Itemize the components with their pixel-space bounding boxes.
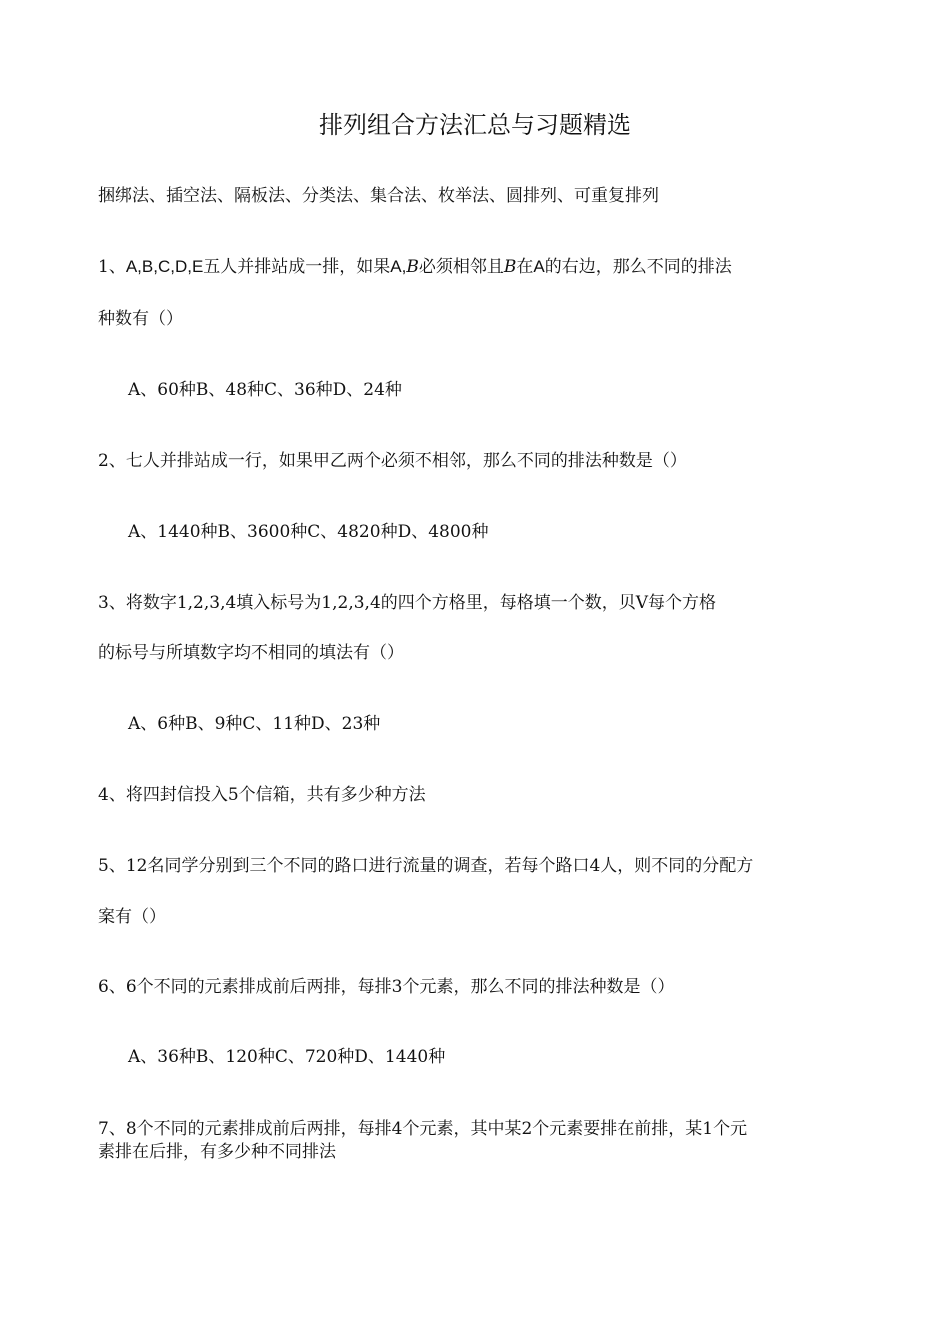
- question-3-line-2: 的标号与所填数字均不相同的填法有（）: [98, 643, 404, 663]
- question-2-text: 2、七人并排站成一行，如果甲乙两个必须不相邻，那么不同的排法种数是（）: [98, 451, 687, 471]
- question-1-options: A、60种B、48种C、36种D、24种: [128, 380, 402, 400]
- question-3-options: A、6种B、9种C、11种D、23种: [128, 714, 381, 734]
- question-1-ab-b: B: [406, 257, 419, 277]
- question-1-text-b: 必须相邻且: [418, 257, 504, 277]
- question-5-line-2: 案有（）: [98, 907, 166, 927]
- question-2-options: A、1440种B、3600种C、4820种D、4800种: [128, 522, 489, 542]
- methods-list: 捆绑法、插空法、隔板法、分类法、集合法、枚举法、圆排列、可重复排列: [98, 186, 659, 206]
- question-1-text-d: 的右边，那么不同的排法: [544, 257, 732, 277]
- question-7-line-1: 7、8个不同的元素排成前后两排，每排4个元素，其中某2个元素要排在前排，某1个元: [98, 1119, 748, 1139]
- question-1-a: A: [533, 257, 545, 276]
- question-1-names: A,B,C,D,E: [125, 257, 204, 276]
- document-title: 排列组合方法汇总与习题精选: [319, 111, 631, 139]
- question-5-line-1: 5、12名同学分别到三个不同的路口进行流量的调查，若每个路口4人，则不同的分配方: [98, 856, 754, 876]
- question-1-text-a: 五人并排站成一排，如果: [203, 257, 391, 277]
- question-1-b: B: [503, 257, 517, 277]
- question-1-text-c: 在: [516, 257, 534, 277]
- question-1-number: 1、: [98, 257, 126, 277]
- question-4-text: 4、将四封信投入5个信箱，共有多少种方法: [98, 785, 426, 805]
- question-6-options: A、36种B、120种C、720种D、1440种: [128, 1047, 446, 1067]
- question-3-line-1: 3、将数字1,2,3,4填入标号为1,2,3,4的四个方格里，每格填一个数，贝V每个方格: [98, 593, 717, 613]
- question-6-text: 6、6个不同的元素排成前后两排，每排3个元素，那么不同的排法种数是（）: [98, 977, 675, 997]
- question-7-line-2: 素排在后排，有多少种不同排法: [98, 1142, 336, 1162]
- question-1-line-2: 种数有（）: [98, 309, 183, 329]
- question-1-ab-a: A,: [390, 257, 407, 276]
- question-1-line-1: [98, 256, 732, 278]
